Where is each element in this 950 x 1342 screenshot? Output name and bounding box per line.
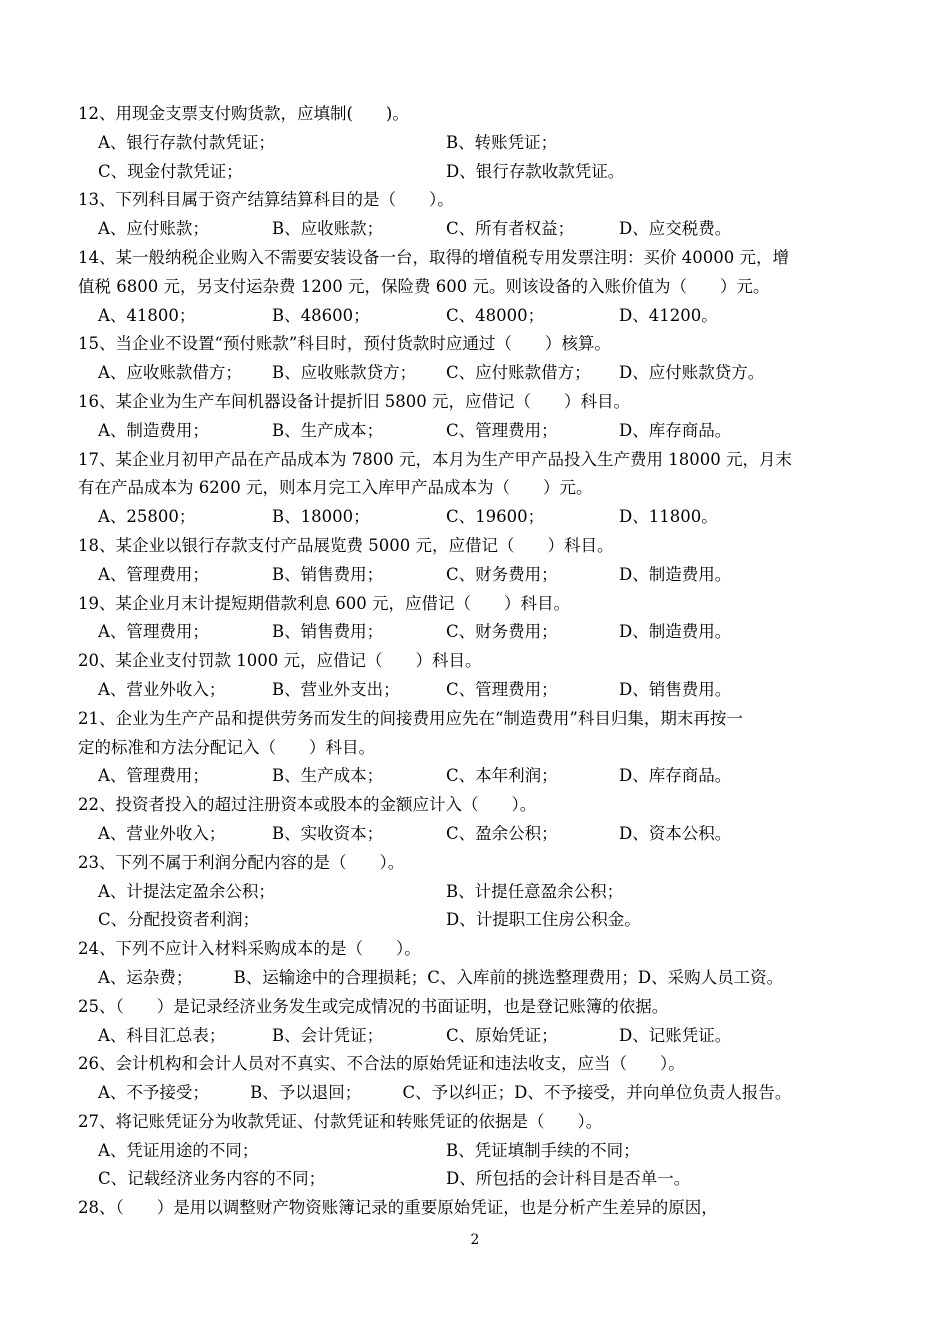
question-list <box>78 100 878 1223</box>
options-row <box>78 1022 878 1051</box>
option-item: A、科目汇总表； <box>98 1025 226 1045</box>
option-item: A、41800； <box>98 305 196 325</box>
option-item: A、凭证用途的不同； <box>98 1140 259 1160</box>
option-item: C、原始凭证； <box>446 1025 558 1045</box>
question-text: 28、（ ）是用以调整财产物资账簿记录的重要原始凭证，也是分析产生差异的原因， <box>78 1198 718 1218</box>
option-item: B、计提任意盈余公积； <box>446 881 624 901</box>
option-item: A、运杂费； B、运输途中的合理损耗；C、入库前的挑选整理费用；D、采购人员工资。 <box>98 967 784 987</box>
option-item: D、所包括的会计科目是否单一。 <box>446 1169 691 1189</box>
option-item: B、转账凭证； <box>446 132 558 152</box>
question-text: 15、当企业不设置“预付账款”科目时，预付货款时应通过（ ）核算。 <box>78 334 611 354</box>
option-item: C、48000； <box>446 305 545 325</box>
options-row <box>78 906 878 935</box>
question-text: 26、会计机构和会计人员对不真实、不合法的原始凭证和违法收支，应当（ ）。 <box>78 1054 685 1074</box>
question-text: 14、某一般纳税企业购入不需要安装设备一台，取得的增值税专用发票注明：买价 40000 元，增 <box>78 247 789 267</box>
option-item: C、管理费用； <box>446 420 558 440</box>
option-item: D、库存商品。 <box>619 420 732 440</box>
option-item: B、销售费用； <box>272 622 384 642</box>
option-item: A、应付账款； <box>98 219 209 239</box>
options-row <box>78 129 878 158</box>
options-row <box>78 1137 878 1166</box>
question-text: 12、用现金支票支付购货款，应填制( )。 <box>78 104 409 123</box>
question-text: 19、某企业月末计提短期借款利息 600 元，应借记（ ）科目。 <box>78 593 570 613</box>
option-item: A、营业外收入； <box>98 823 226 843</box>
option-item: D、41200。 <box>619 305 718 325</box>
question-block <box>78 590 878 648</box>
question-text: 有在产品成本为 6200 元，则本月完工入库甲产品成本为（ ）元。 <box>78 478 593 498</box>
option-item: B、营业外支出； <box>272 679 400 699</box>
options-row <box>78 964 878 993</box>
options-row <box>78 302 878 331</box>
option-item: C、盈余公积； <box>446 823 558 843</box>
option-item: D、制造费用。 <box>619 564 732 584</box>
question-text: 22、投资者投入的超过注册资本或股本的金额应计入（ ）。 <box>78 795 537 815</box>
options-row <box>78 561 878 590</box>
option-item: D、银行存款收款凭证。 <box>446 161 625 181</box>
question-text: 23、下列不属于利润分配内容的是（ ）。 <box>78 852 405 872</box>
option-item: A、制造费用； <box>98 420 209 440</box>
question-text: 21、企业为生产产品和提供劳务而发生的间接费用应先在“制造费用”科目归集，期末再按一 <box>78 708 743 728</box>
question-text: 25、（ ）是记录经济业务发生或完成情况的书面证明，也是登记账簿的依据。 <box>78 996 669 1016</box>
question-block <box>78 705 878 791</box>
option-item: D、制造费用。 <box>619 622 732 642</box>
option-item: D、应付账款贷方。 <box>619 363 765 383</box>
option-item: A、应收账款借方； <box>98 363 242 383</box>
question-text: 值税 6800 元，另支付运杂费 1200 元，保险费 600 元。则该设备的入账价值为（ ）元。 <box>78 276 770 296</box>
option-item: B、48600； <box>272 305 370 325</box>
option-item: C、应付账款借方； <box>446 363 591 383</box>
question-block <box>78 849 878 935</box>
option-item: A、管理费用； <box>98 766 209 786</box>
question-text: 27、将记账凭证分为收款凭证、付款凭证和转账凭证的依据是（ ）。 <box>78 1111 603 1131</box>
option-item: B、实收资本； <box>272 823 384 843</box>
options-row <box>78 676 878 705</box>
option-item: B、生产成本； <box>272 420 384 440</box>
options-row <box>78 1079 878 1108</box>
option-item: D、11800。 <box>619 507 718 527</box>
options-row <box>78 503 878 532</box>
option-item: A、管理费用； <box>98 622 209 642</box>
option-item: A、不予接受； B、予以退回； C、予以纠正；D、不予接受，并向单位负责人报告。 <box>98 1083 792 1103</box>
options-row <box>78 359 878 388</box>
option-item: A、营业外收入； <box>98 679 226 699</box>
option-item: C、现金付款凭证； <box>98 161 243 181</box>
question-block <box>78 244 878 330</box>
option-item: D、销售费用。 <box>619 679 732 699</box>
option-item: C、19600； <box>446 507 545 527</box>
question-text: 定的标准和方法分配记入（ ）科目。 <box>78 737 375 757</box>
options-row <box>78 820 878 849</box>
question-text: 13、下列科目属于资产结算结算科目的是（ ）。 <box>78 190 454 210</box>
options-row <box>78 417 878 446</box>
option-item: B、凭证填制手续的不同； <box>446 1140 640 1160</box>
option-item: D、库存商品。 <box>619 766 732 786</box>
question-text: 20、某企业支付罚款 1000 元，应借记（ ）科目。 <box>78 651 482 671</box>
question-block <box>78 186 878 244</box>
option-item: B、销售费用； <box>272 564 384 584</box>
question-block <box>78 1108 878 1194</box>
options-row <box>78 215 878 244</box>
option-item: B、应收账款贷方； <box>272 363 417 383</box>
option-item: C、管理费用； <box>446 679 558 699</box>
question-block <box>78 446 878 532</box>
options-row <box>78 158 878 187</box>
option-item: A、计提法定盈余公积； <box>98 881 275 901</box>
options-row <box>78 618 878 647</box>
question-block <box>78 791 878 849</box>
options-row <box>78 762 878 791</box>
question-block <box>78 935 878 993</box>
option-item: D、资本公积。 <box>619 823 732 843</box>
option-item: D、记账凭证。 <box>619 1025 732 1045</box>
question-block <box>78 1050 878 1108</box>
options-row <box>78 878 878 907</box>
question-text: 16、某企业为生产车间机器设备计提折旧 5800 元，应借记（ ）科目。 <box>78 391 630 411</box>
option-item: D、应交税费。 <box>619 219 732 239</box>
option-item: B、会计凭证； <box>272 1025 384 1045</box>
option-item: C、财务费用； <box>446 622 558 642</box>
option-item: A、25800； <box>98 507 196 527</box>
options-row <box>78 1165 878 1194</box>
question-block <box>78 993 878 1051</box>
option-item: B、生产成本； <box>272 766 384 786</box>
option-item: C、所有者权益； <box>446 219 575 239</box>
question-block <box>78 532 878 590</box>
option-item: C、记载经济业务内容的不同； <box>98 1169 326 1189</box>
option-item: C、财务费用； <box>446 564 558 584</box>
question-text: 17、某企业月初甲产品在产品成本为 7800 元，本月为生产甲产品投入生产费用 18000 元，月末 <box>78 449 792 469</box>
question-text: 24、下列不应计入材料采购成本的是（ ）。 <box>78 939 421 959</box>
option-item: C、本年利润； <box>446 766 558 786</box>
option-item: B、应收账款； <box>272 219 384 239</box>
page-number: 2 <box>470 1232 480 1248</box>
option-item: A、管理费用； <box>98 564 209 584</box>
question-text: 18、某企业以银行存款支付产品展览费 5000 元，应借记（ ）科目。 <box>78 535 614 555</box>
question-block <box>78 388 878 446</box>
option-item: D、计提职工住房公积金。 <box>446 910 641 930</box>
question-block <box>78 330 878 388</box>
question-block <box>78 100 878 186</box>
option-item: C、分配投资者利润； <box>98 910 260 930</box>
question-block <box>78 647 878 705</box>
option-item: A、银行存款付款凭证； <box>98 132 275 152</box>
question-block <box>78 1194 878 1223</box>
option-item: B、18000； <box>272 507 370 527</box>
